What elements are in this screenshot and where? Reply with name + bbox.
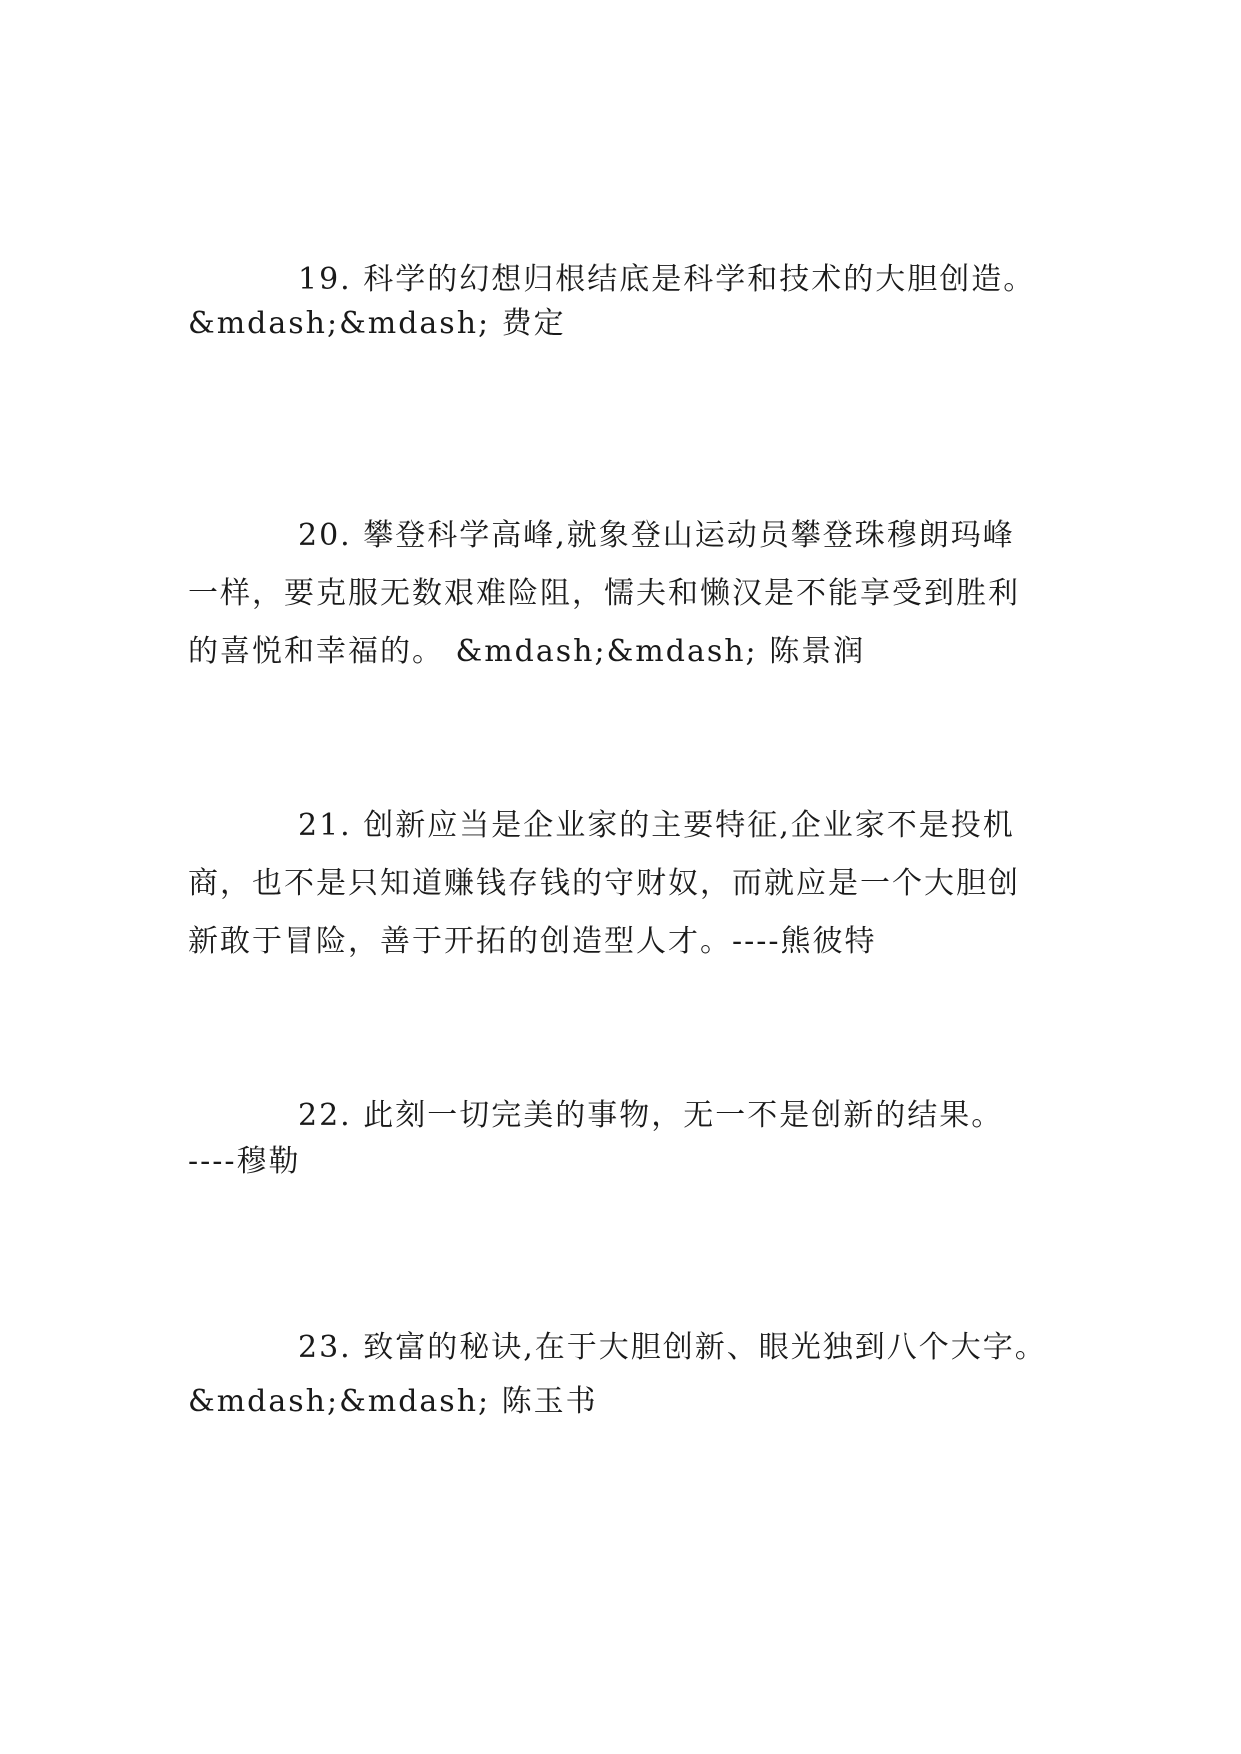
quote-line: 一样，要克服无数艰难险阻，懦夫和懒汉是不能享受到胜利 (188, 576, 1020, 611)
quote-line: 20. 攀登科学高峰,就象登山运动员攀登珠穆朗玛峰 (298, 518, 1015, 553)
quote-line: 19. 科学的幻想归根结底是科学和技术的大胆创造。 (298, 262, 1036, 297)
quote-line: 23. 致富的秘诀,在于大胆创新、眼光独到八个大字。 (298, 1330, 1047, 1365)
quote-attribution: &mdash;&mdash; 费定 (188, 306, 566, 341)
quote-attribution: &mdash;&mdash; 陈玉书 (188, 1384, 598, 1419)
quote-attribution: ----穆勒 (188, 1144, 301, 1179)
quote-attribution: 新敢于冒险，善于开拓的创造型人才。----熊彼特 (188, 924, 877, 959)
quote-line: 22. 此刻一切完美的事物，无一不是创新的结果。 (298, 1098, 1004, 1133)
quote-line: 21. 创新应当是企业家的主要特征,企业家不是投机 (298, 808, 1015, 843)
quote-attribution: 的喜悦和幸福的。 &mdash;&mdash; 陈景润 (188, 634, 866, 669)
quote-line: 商，也不是只知道赚钱存钱的守财奴，而就应是一个大胆创 (188, 866, 1020, 901)
